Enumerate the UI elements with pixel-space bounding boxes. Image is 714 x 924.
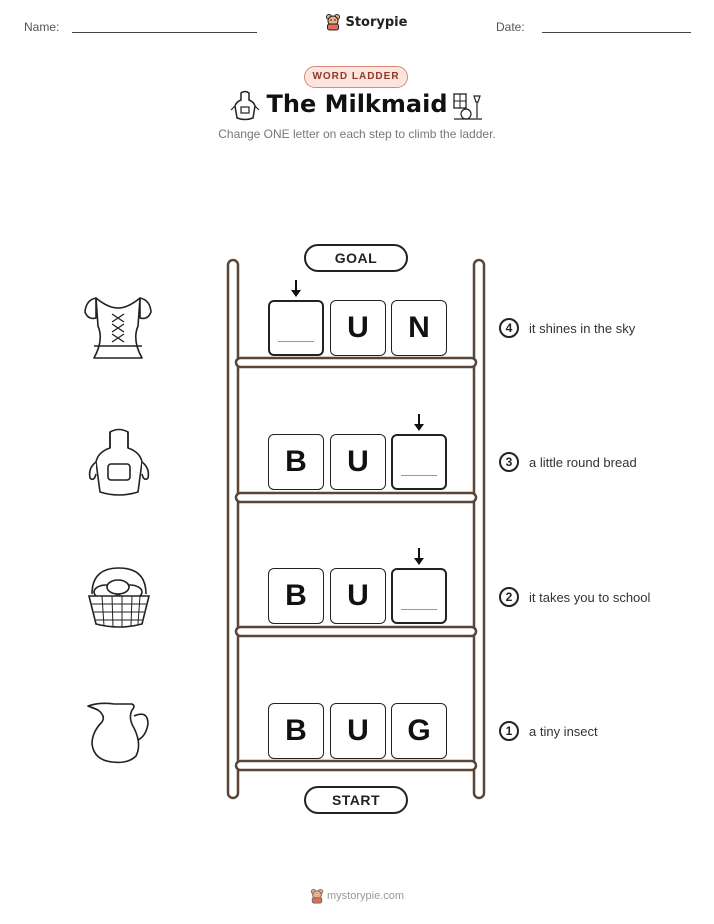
brand-name: Storypie bbox=[345, 15, 408, 31]
footer-url[interactable]: mystorypie.com bbox=[327, 889, 405, 902]
bread-basket-icon bbox=[84, 562, 154, 632]
arrow-down-icon bbox=[289, 280, 303, 298]
date-label: Date: bbox=[496, 20, 525, 34]
rung-3-word bbox=[268, 434, 448, 490]
clue-number-4: 4 bbox=[499, 318, 519, 338]
start-label: START bbox=[304, 786, 408, 814]
clue-number-2: 2 bbox=[499, 587, 519, 607]
letter-tile: G bbox=[391, 703, 447, 759]
letter-box-blank[interactable] bbox=[391, 568, 447, 624]
letter-box-blank[interactable] bbox=[391, 434, 447, 490]
name-label: Name: bbox=[24, 20, 60, 34]
letter-box-blank[interactable] bbox=[268, 300, 324, 356]
clue-text-1: a tiny insect bbox=[529, 724, 598, 739]
arrow-down-icon bbox=[412, 414, 426, 432]
goal-label: GOAL bbox=[304, 244, 408, 272]
letter-tile: B bbox=[268, 568, 324, 624]
storypie-bear-icon bbox=[325, 13, 341, 31]
letter-tile: U bbox=[330, 568, 386, 624]
page-title: The Milkmaid bbox=[266, 90, 448, 118]
name-line[interactable] bbox=[72, 32, 257, 33]
instructions: Change ONE letter on each step to climb the ladder. bbox=[218, 127, 496, 141]
clue-text-2: it takes you to school bbox=[529, 590, 651, 605]
date-line[interactable] bbox=[542, 32, 691, 33]
bodice-icon bbox=[82, 292, 154, 362]
storypie-bear-icon bbox=[310, 888, 324, 904]
word-ladder-badge: WORD LADDER bbox=[304, 66, 408, 88]
arrow-down-icon bbox=[412, 548, 426, 566]
apron-icon bbox=[84, 428, 154, 498]
letter-tile: N bbox=[391, 300, 447, 356]
clue-text-3: a little round bread bbox=[529, 455, 637, 470]
letter-tile: U bbox=[330, 703, 386, 759]
clue-number-1: 1 bbox=[499, 721, 519, 741]
rung-1-word bbox=[268, 703, 448, 759]
letter-tile: U bbox=[330, 434, 386, 490]
brand-logo bbox=[325, 13, 407, 31]
clue-text-4: it shines in the sky bbox=[529, 321, 636, 336]
clue-number-3: 3 bbox=[499, 452, 519, 472]
letter-tile: B bbox=[268, 434, 324, 490]
rung-2-word bbox=[268, 568, 448, 624]
cottage-interior-icon bbox=[452, 90, 484, 122]
rung-4-word bbox=[268, 300, 448, 356]
footer bbox=[0, 888, 714, 904]
letter-tile: B bbox=[268, 703, 324, 759]
milk-jug-icon bbox=[84, 696, 154, 766]
letter-tile: U bbox=[330, 300, 386, 356]
